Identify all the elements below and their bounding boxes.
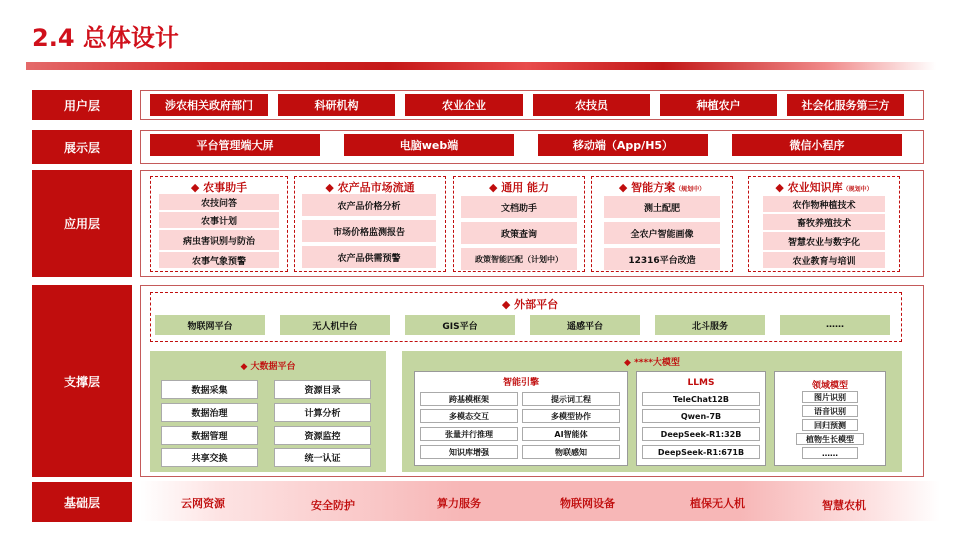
app-group-title: ◆ 农事助手 (190, 181, 248, 194)
layer-label-base: 基础层 (32, 482, 132, 522)
bigdata-item[interactable]: 共享交换 (161, 448, 258, 467)
app-item[interactable]: 农事计划 (159, 212, 279, 228)
app-item[interactable]: 农业教育与培训 (763, 252, 885, 268)
engine-item[interactable]: 多模态交互 (420, 409, 518, 423)
app-item[interactable]: 全农户智能画像 (604, 222, 720, 244)
external-item[interactable]: 遥感平台 (530, 315, 640, 335)
user-item-technician[interactable]: 农技员 (533, 94, 650, 116)
external-item[interactable]: …… (780, 315, 890, 335)
llms-item[interactable]: Qwen-7B (642, 409, 760, 423)
display-item-web[interactable]: 电脑web端 (344, 134, 514, 156)
bigdata-item[interactable]: 数据管理 (161, 426, 258, 445)
domain-item[interactable]: 图片识别 (802, 391, 858, 403)
bigdata-item[interactable]: 资源目录 (274, 380, 371, 399)
base-item-drone: 植保无人机 (690, 497, 745, 510)
base-item-iot-device: 物联网设备 (560, 497, 615, 510)
domain-item[interactable]: 植物生长模型 (796, 433, 864, 445)
layer-label-display: 展示层 (32, 130, 132, 164)
engine-item[interactable]: 张量并行推理 (420, 427, 518, 441)
user-item-enterprise[interactable]: 农业企业 (405, 94, 523, 116)
app-item[interactable]: 农事气象预警 (159, 252, 279, 268)
external-platform-title: ◆ 外部平台 (501, 298, 559, 311)
app-item[interactable]: 畜牧养殖技术 (763, 214, 885, 230)
app-item[interactable]: 文档助手 (461, 196, 577, 218)
app-item[interactable]: 政策查询 (461, 222, 577, 244)
domain-model-title: 领域模型 (811, 381, 848, 391)
external-item[interactable]: 北斗服务 (655, 315, 765, 335)
app-group-title: ◆ 智能方案 (618, 181, 676, 194)
base-item-cloud: 云网资源 (181, 497, 225, 510)
bigdata-item[interactable]: 资源监控 (274, 426, 371, 445)
domain-item[interactable]: 回归预测 (802, 419, 858, 431)
bigdata-item[interactable]: 计算分析 (274, 403, 371, 422)
app-item[interactable]: 病虫害识别与防治 (159, 230, 279, 250)
engine-item[interactable]: AI智能体 (522, 427, 620, 441)
display-item-mobile[interactable]: 移动端（App/H5） (538, 134, 708, 156)
external-item[interactable]: GIS平台 (405, 315, 515, 335)
user-item-gov[interactable]: 涉农相关政府部门 (150, 94, 268, 116)
llms-title: LLMS (687, 378, 715, 388)
app-group-title: ◆ 通用 能力 (488, 181, 550, 194)
large-model-title: ◆ ****大模型 (624, 358, 680, 368)
app-item[interactable]: 12316平台改造 (604, 248, 720, 270)
app-item[interactable]: 市场价格监测报告 (302, 220, 436, 242)
layer-label-support: 支撑层 (32, 285, 132, 477)
base-item-smart-machinery: 智慧农机 (822, 499, 866, 512)
engine-item[interactable]: 跨基模框架 (420, 392, 518, 406)
llms-item[interactable]: DeepSeek-R1:32B (642, 427, 760, 441)
engine-item[interactable]: 多模型协作 (522, 409, 620, 423)
app-group-sub: （规划中） (842, 186, 873, 193)
llms-item[interactable]: TeleChat12B (642, 392, 760, 406)
llms-item[interactable]: DeepSeek-R1:671B (642, 445, 760, 459)
layer-label-user: 用户层 (32, 90, 132, 120)
base-layer-band (140, 481, 940, 521)
user-item-research[interactable]: 科研机构 (278, 94, 395, 116)
external-item[interactable]: 无人机中台 (280, 315, 390, 335)
app-item[interactable]: 农产品供需预警 (302, 246, 436, 268)
app-item[interactable]: 农产品价格分析 (302, 194, 436, 216)
bigdata-title: ◆ 大数据平台 (240, 362, 296, 372)
engine-item[interactable]: 知识库增强 (420, 445, 518, 459)
app-item[interactable]: 测土配肥 (604, 196, 720, 218)
domain-item[interactable]: …… (802, 447, 858, 459)
page-title: 2.4 总体设计 (32, 24, 179, 52)
base-item-compute: 算力服务 (437, 497, 481, 510)
app-group-title: ◆ 农业知识库 (775, 181, 843, 194)
engine-item[interactable]: 提示词工程 (522, 392, 620, 406)
layer-label-app: 应用层 (32, 170, 132, 277)
bigdata-item[interactable]: 数据采集 (161, 380, 258, 399)
app-item[interactable]: 农技问答 (159, 194, 279, 210)
app-item[interactable]: 智慧农业与数字化 (763, 232, 885, 250)
display-item-screen[interactable]: 平台管理端大屏 (150, 134, 320, 156)
external-item[interactable]: 物联网平台 (155, 315, 265, 335)
user-item-farmer[interactable]: 种植农户 (660, 94, 777, 116)
display-item-miniprogram[interactable]: 微信小程序 (732, 134, 902, 156)
app-group-title: ◆ 农产品市场流通 (325, 181, 415, 194)
bigdata-item[interactable]: 统一认证 (274, 448, 371, 467)
engine-item[interactable]: 物联感知 (522, 445, 620, 459)
base-item-security: 安全防护 (311, 499, 355, 512)
app-item[interactable]: 农作物种植技术 (763, 196, 885, 212)
domain-item[interactable]: 语音识别 (802, 405, 858, 417)
engine-title: 智能引擎 (502, 378, 539, 388)
app-group-sub: （规划中） (675, 186, 706, 193)
bigdata-item[interactable]: 数据治理 (161, 403, 258, 422)
user-item-third-party[interactable]: 社会化服务第三方 (787, 94, 904, 116)
app-item[interactable]: 政策智能匹配（计划中） (461, 248, 577, 270)
title-banner (26, 62, 936, 70)
